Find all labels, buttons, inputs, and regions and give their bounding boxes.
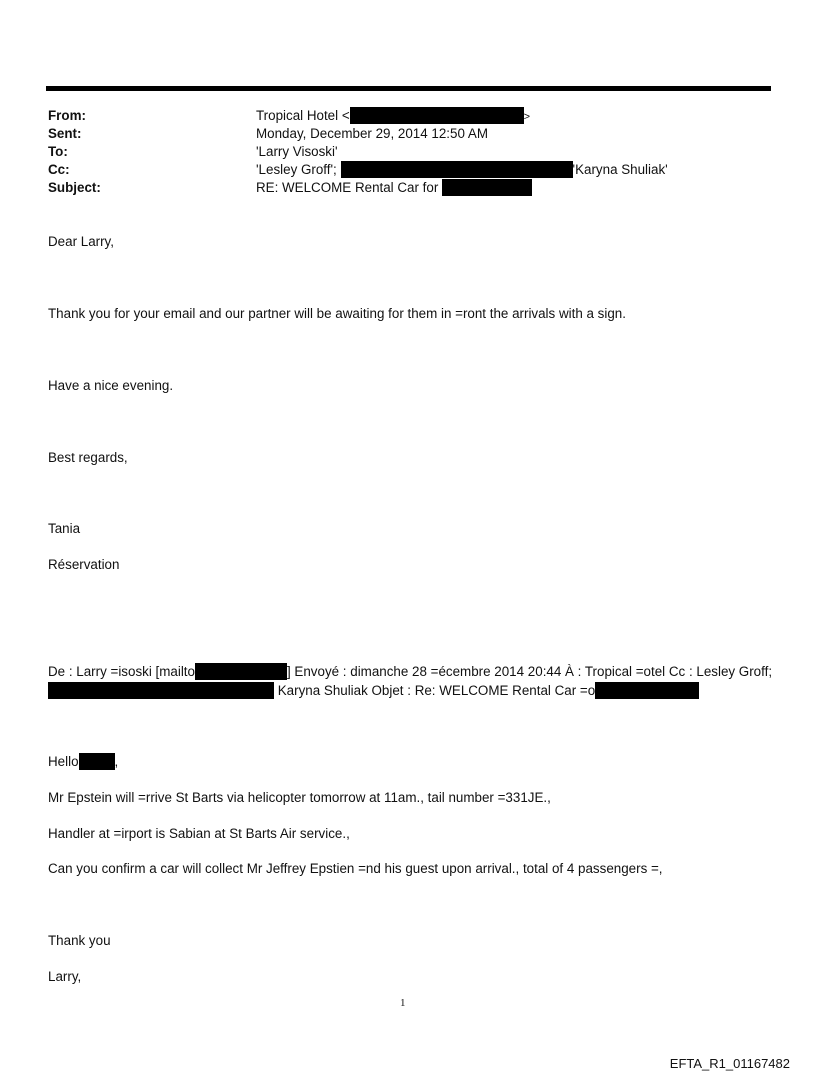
cc-label: Cc: xyxy=(48,162,70,177)
redaction-box xyxy=(350,107,524,124)
quoted-part-3: Karyna Shuliak Objet : Re: WELCOME Rental Car =o xyxy=(277,683,596,698)
cc-text-2: 'Karyna Shuliak' xyxy=(572,162,668,177)
reply-line-1: Thank you for your email and our partner will be awaiting for them in =ront the arrivals with a sign. xyxy=(48,306,626,321)
quoted-header-line-2 xyxy=(48,682,699,700)
quoted-header-line-1 xyxy=(48,663,772,681)
sent-label: Sent: xyxy=(48,126,82,141)
to-label: To: xyxy=(48,144,68,159)
signature-dept: Réservation xyxy=(48,557,120,572)
from-value: Tropical Hotel < > xyxy=(256,108,531,123)
document-id: EFTA_R1_01167482 xyxy=(669,1056,790,1071)
header-rule xyxy=(46,86,771,91)
subject-text: RE: WELCOME Rental Car for xyxy=(256,180,439,195)
original-greeting xyxy=(48,753,118,771)
reply-closing: Best regards, xyxy=(48,450,128,465)
original-line-2: Handler at =irport is Sabian at St Barts Air service., xyxy=(48,826,350,841)
signature-name: Tania xyxy=(48,521,81,536)
from-text: Tropical Hotel < xyxy=(256,108,350,123)
quoted-part-2: ] Envoyé : dimanche 28 =écembre 2014 20:44 À : Tropical =otel Cc : Lesley Groff; xyxy=(286,664,773,679)
cc-value xyxy=(256,161,668,179)
original-thanks: Thank you xyxy=(48,933,111,948)
subject-label: Subject: xyxy=(48,180,101,195)
redaction-box xyxy=(79,753,115,770)
redaction-box xyxy=(341,161,573,178)
greeting-prefix: Hello xyxy=(48,754,79,769)
reply-line-2: Have a nice evening. xyxy=(48,378,174,393)
redaction-box xyxy=(595,682,699,699)
original-sign: Larry, xyxy=(48,969,82,984)
from-label: From: xyxy=(48,108,86,123)
sent-value: Monday, December 29, 2014 12:50 AM xyxy=(256,126,488,141)
redaction-box xyxy=(48,682,274,699)
to-value: 'Larry Visoski' xyxy=(256,144,338,159)
original-line-3: Can you confirm a car will collect Mr Jeffrey Epstien =nd his guest upon arrival., total of 4 passengers =, xyxy=(48,861,663,876)
page-number: 1 xyxy=(400,997,406,1009)
cc-text-1: 'Lesley Groff'; xyxy=(256,162,337,177)
quoted-part-1: De : Larry =isoski [mailto xyxy=(48,664,195,679)
subject-value xyxy=(256,179,532,197)
original-line-1: Mr Epstein will =rrive St Barts via helicopter tomorrow at 11am., tail number =331JE., xyxy=(48,790,551,805)
reply-greeting: Dear Larry, xyxy=(48,234,114,249)
redaction-box xyxy=(195,663,287,680)
redaction-box xyxy=(442,179,532,196)
greeting-suffix: , xyxy=(114,754,119,769)
